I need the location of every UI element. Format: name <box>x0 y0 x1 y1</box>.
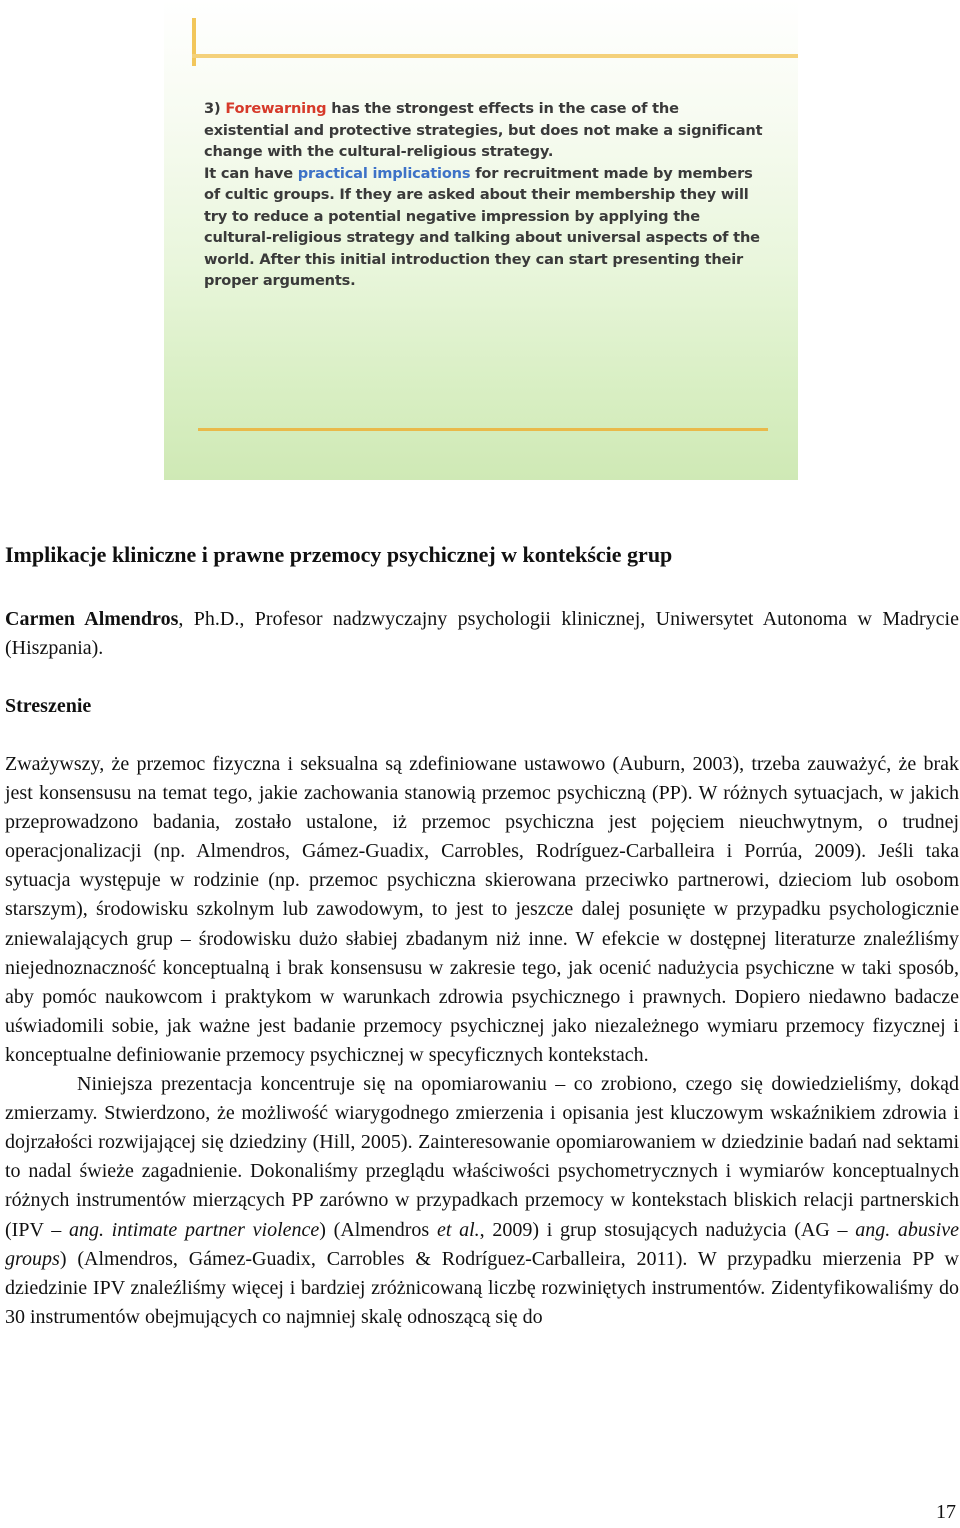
paragraph-2-part-c: , 2009) i grup stosujących nadużycia (AG – <box>479 1218 848 1241</box>
slide-accent-bar <box>192 18 196 66</box>
slide-top-rule <box>192 54 798 58</box>
article-title: Implikacje kliniczne i prawne przemocy psychicznej w kontekście grup <box>5 542 673 567</box>
paragraph-2-ang-2: ang. abusive groups <box>5 1218 960 1270</box>
slide-paragraph-2 <box>204 163 764 292</box>
paragraph-2-part-b: ) (Almendros <box>319 1218 430 1241</box>
slide-text <box>204 98 764 292</box>
slide-bottom-rule <box>198 428 768 431</box>
abstract-body <box>5 750 959 1332</box>
slide-line-2-rest: for recruitment made by members of cultic groups. If they are asked about their membership they will try to reduce a potential negative impression by applying the cultural-religious strategy and talking about universal aspects of the world. After this initial introduction they can start presenting their proper arguments. <box>204 164 760 289</box>
slide-highlight-practical: practical implications <box>297 164 471 182</box>
paragraph-2 <box>5 1070 959 1332</box>
paragraph-2-part-a: Niniejsza prezentacja koncentruje się na opomiarowaniu – co zrobiono, czego się dowiedzieliśmy, dokąd zmierzamy. Stwierdzono, że możliwość wiarygodnego zmierzenia i opisania jest kluczowym wskaźnikiem zdrowia i dojrzałości rozwijającej się dziedziny (Hill, 2005). Zainteresowanie opomiarowaniem w dziedzinie badań nad sektami to nadal świeże zagadnienie. Dokonaliśmy przeglądu właściwości psychometrycznych i wymiarów konceptualnych różnych instrumentów mierzących PP zarówno w przypadkach przemocy w kontekstach bliskich relacji partnerskich (IPV – <box>5 1073 959 1241</box>
slide-highlight-term: Forewarning <box>225 100 327 117</box>
paragraph-2-etal: et al. <box>436 1218 480 1241</box>
paragraph-2-ang-1: ang. intimate partner violence <box>68 1218 320 1241</box>
page-number: 17 <box>936 1501 956 1523</box>
paragraph-2-part-d: ) (Almendros, Gámez-Guadix, Carrobles & Rodríguez-Carballeira, 2011). W przypadku mierzenia PP w dziedzinie IPV znaleźliśmy więcej i bardziej zróżnicowaną liczbę rozwiniętych instrumentów. Zidentyfikowaliśmy do 30 instrumentów obejmujących co najmniej skalę odnoszącą się do <box>5 1247 959 1328</box>
author-line <box>5 605 959 663</box>
author-affiliation: , Ph.D., Profesor nadzwyczajny psychologii klinicznej, Uniwersytet Autonoma w Madrycie (Hiszpania). <box>5 608 959 659</box>
paragraph-1: Zważywszy, że przemoc fizyczna i seksualna są zdefiniowane ustawowo (Auburn, 2003), trzeba zauważyć, że brak jest konsensusu na temat tego, jakie zachowania stanowią przemoc psychiczną (PP). W różnych sytuacjach, w jakich przeprowadzono badania, zostało ustalone, iż przemoc psychiczna jest pojęciem nieuchwytnym, o trudnej operacjonalizacji (np. Almendros, Gámez-Guadix, Carrobles, Rodríguez-Carballeira i Porrúa, 2009). Jeśli taka sytuacja występuje w rodzinie (np. przemoc psychiczna skierowana przeciwko partnerowi, dzieciom lub osobom starszym), środowisku szkolnym lub zawodowym, to jest to jeszcze dalej posunięte w przypadku psychologicznie zniewalających grup – środowisku dużo słabiej zbadanym niż inne. W efekcie w dostępnej literaturze znaleźliśmy niejednoznaczność konceptualną i brak konsensusu w zakresie tego, jak ocenić nadużycia psychiczne w taki sposób, aby pomóc naukowcom i praktykom w warunkach zdrowia psychicznego i prawnych. Dopiero niedawno badacze uświadomili sobie, jak ważne jest badanie przemocy psychicznej jako niezależnego wymiaru przemocy fizycznej i konceptualne definiowanie przemocy psychicznej w specyficznych kontekstach. <box>5 753 959 1066</box>
slide-number: 3) <box>204 100 221 117</box>
slide-line-1: has the strongest effects in the case of the existential and protective strategies, but does not make a significant change with the cultural-religious strategy. <box>204 100 763 160</box>
author-name: Carmen Almendros <box>5 608 179 630</box>
slide-paragraph-1 <box>204 98 764 163</box>
abstract-heading: Streszenie <box>5 695 92 717</box>
slide-line-2-start: It can have <box>204 164 293 182</box>
slide-image <box>164 0 798 480</box>
